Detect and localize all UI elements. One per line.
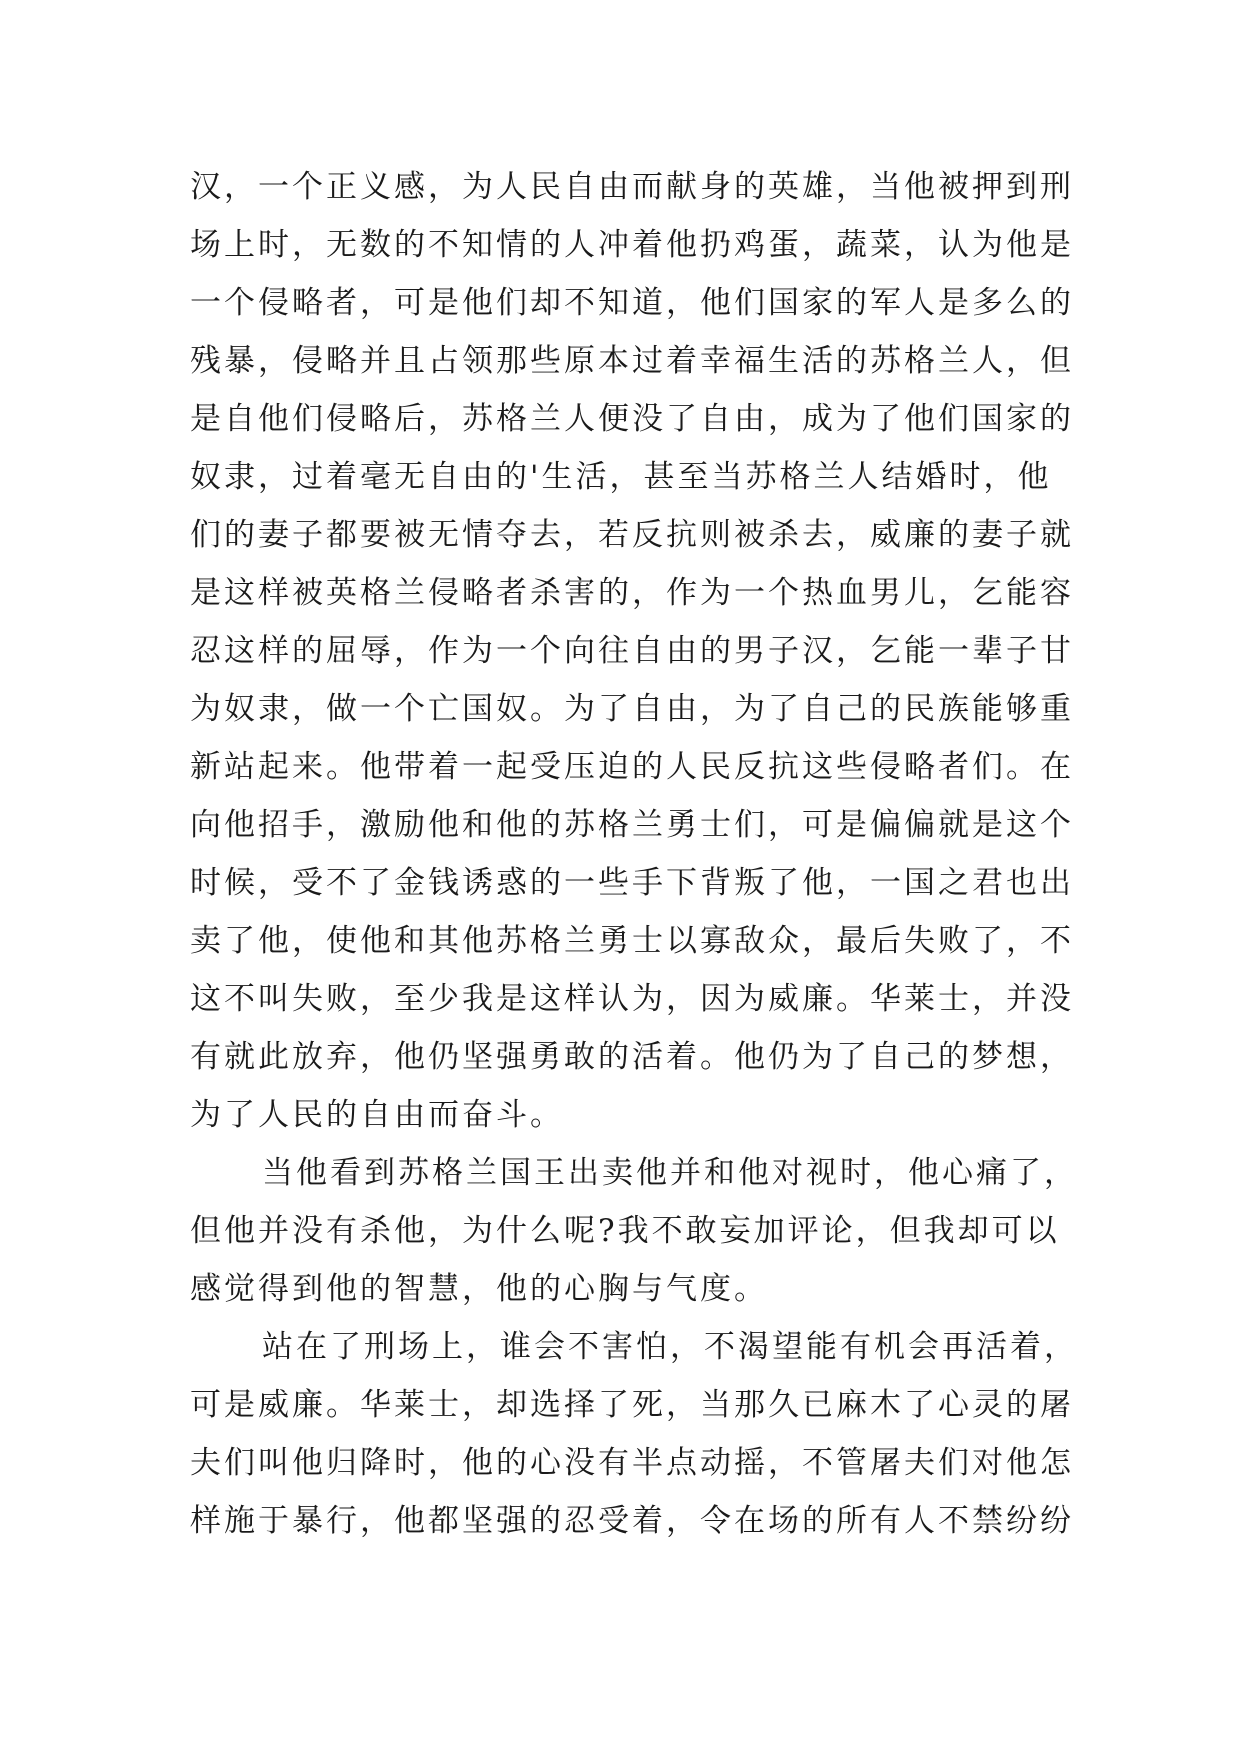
- text-line: 这不叫失败，至少我是这样认为，因为威廉。华莱士，并没: [190, 981, 1074, 1017]
- text-line: 为奴隶，做一个亡国奴。为了自由，为了自己的民族能够重: [190, 691, 1074, 727]
- body-text: [190, 158, 1078, 1550]
- text-line: 感觉得到他的智慧，他的心胸与气度。: [190, 1271, 768, 1307]
- paragraph-start-line: 当他看到苏格兰国王出卖他并和他对视时，他心痛了，: [262, 1155, 1078, 1191]
- text-line: 们的妻子都要被无情夺去，若反抗则被杀去，威廉的妻子就: [190, 517, 1074, 553]
- text-line: 夫们叫他归降时，他的心没有半点动摇，不管屠夫们对他怎: [190, 1445, 1074, 1481]
- text-line: 场上时，无数的不知情的人冲着他扔鸡蛋，蔬菜，认为他是: [190, 227, 1074, 263]
- text-line: 残暴，侵略并且占领那些原本过着幸福生活的苏格兰人，但: [190, 343, 1074, 379]
- text-line: 汉，一个正义感，为人民自由而献身的英雄，当他被押到刑: [190, 169, 1074, 205]
- text-line: 但他并没有杀他，为什么呢?我不敢妄加评论，但我却可以: [190, 1213, 1060, 1249]
- text-line: 一个侵略者，可是他们却不知道，他们国家的军人是多么的: [190, 285, 1074, 321]
- paragraph-start-line: 站在了刑场上，谁会不害怕，不渴望能有机会再活着，: [262, 1329, 1078, 1365]
- text-line: 卖了他，使他和其他苏格兰勇士以寡敌众，最后失败了，不: [190, 923, 1074, 959]
- text-line: 是这样被英格兰侵略者杀害的，作为一个热血男儿，乞能容: [190, 575, 1074, 611]
- text-line: 样施于暴行，他都坚强的忍受着，令在场的所有人不禁纷纷: [190, 1503, 1074, 1539]
- text-line: 时候，受不了金钱诱惑的一些手下背叛了他，一国之君也出: [190, 865, 1074, 901]
- text-line: 有就此放弃，他仍坚强勇敢的活着。他仍为了自己的梦想，: [190, 1039, 1074, 1075]
- text-line: 向他招手，激励他和他的苏格兰勇士们，可是偏偏就是这个: [190, 807, 1074, 843]
- text-line: 奴隶，过着毫无自由的'生活，甚至当苏格兰人结婚时，他: [190, 459, 1052, 495]
- text-line: 为了人民的自由而奋斗。: [190, 1097, 564, 1133]
- text-line: 是自他们侵略后，苏格兰人便没了自由，成为了他们国家的: [190, 401, 1074, 437]
- text-line: 可是威廉。华莱士，却选择了死，当那久已麻木了心灵的屠: [190, 1387, 1074, 1423]
- text-line: 忍这样的屈辱，作为一个向往自由的男子汉，乞能一辈子甘: [190, 633, 1074, 669]
- text-line: 新站起来。他带着一起受压迫的人民反抗这些侵略者们。在: [190, 749, 1074, 785]
